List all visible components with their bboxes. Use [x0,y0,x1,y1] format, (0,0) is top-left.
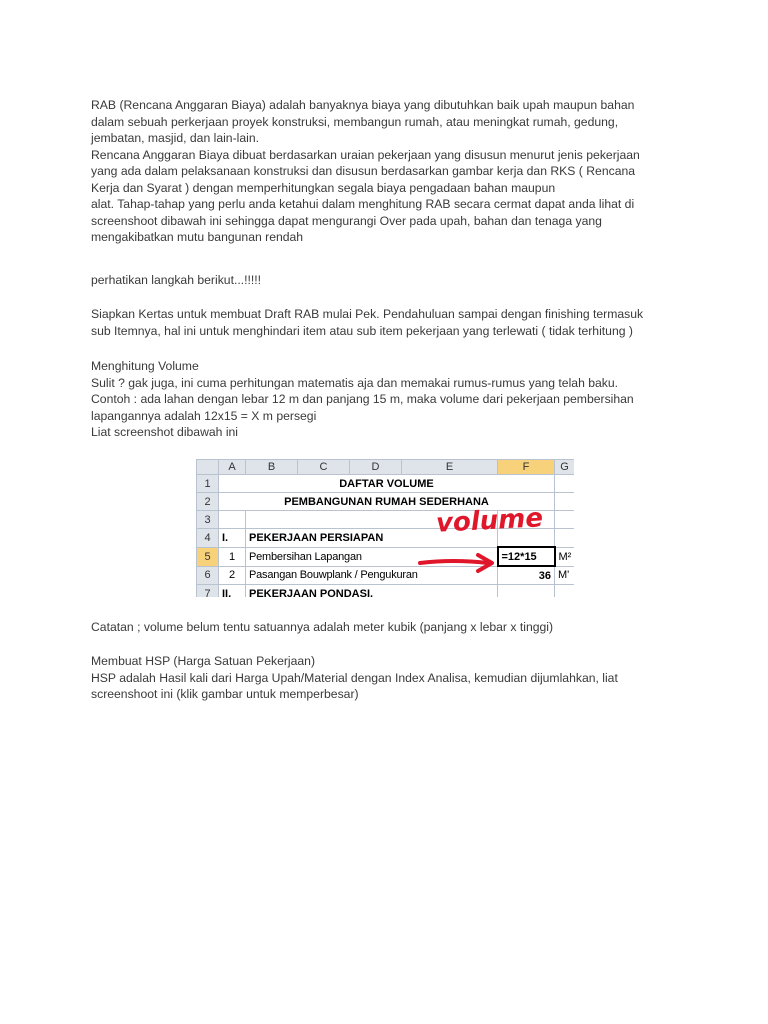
row-number: 6 [197,566,219,585]
sheet-subtitle: PEMBANGUNAN RUMAH SEDERHANA [219,493,555,511]
text-line: Kerja dan Syarat ) dengan memperhitungkan segala biaya pengadaan bahan maupun [91,180,556,195]
text-line: HSP adalah Hasil kali dari Harga Upah/Material dengan Index Analisa, kemudian dijumlahkan, liat [91,670,618,685]
section-heading: Menghitung Volume [91,359,199,373]
formula-cell: =12*15 [498,547,555,566]
text-line: Siapkan Kertas untuk membuat Draft RAB mulai Pek. Pendahuluan sampai dengan finishing termasuk [91,307,644,321]
text-line: dalam sebuah perkerjaan proyek konstruksi, membangun rumah, atau meningkat rumah, gedung, [91,114,619,129]
unit-cell: M² [555,547,575,566]
text-line: yang ada dalam pelaksanaan konstruksi dan disusun berdasarkan gambar kerja dan RKS ( Rencana [91,164,636,178]
item-description: PEKERJAAN PERSIAPAN [246,529,498,548]
text-line: mengakibatkan mutu bangunan rendah [91,230,304,244]
row-number-selected: 5 [197,547,219,566]
paragraph-volume [91,358,691,441]
text-line: RAB (Rencana Anggaran Biaya) adalah banyaknya biaya yang dibutuhkan baik upah maupun bahan [91,98,635,112]
column-header-selected: F [498,460,555,475]
item-description: PEKERJAAN PONDASI. [246,585,498,598]
text-line: Rencana Anggaran Biaya dibuat berdasarkan uraian pekerjaan yang disusun menurut jenis pekerjaan [91,147,640,162]
text-line: screenshoot dibawah ini sehingga dapat mengurangi Over pada upah, bahan dan tenaga yang [91,213,602,228]
row-number: 2 [197,493,219,511]
paragraph-draft [91,306,691,339]
column-header: B [246,460,298,475]
item-number: 1 [219,547,246,566]
sheet-title: DAFTAR VOLUME [219,475,555,493]
text-line: Contoh : ada lahan dengan lebar 12 m dan panjang 15 m, maka volume dari pekerjaan pembersihan [91,392,634,406]
arrow-icon [418,553,498,573]
item-description: Pembersihan Lapangan [246,547,498,566]
column-header: G [555,460,575,475]
section-heading: Membuat HSP (Harga Satuan Pekerjaan) [91,654,316,668]
text-line: Liat screenshot dibawah ini [91,425,239,439]
row-number: 3 [197,511,219,529]
paragraph-rab-intro [91,97,691,246]
row-number: 1 [197,475,219,493]
paragraph-hsp [91,653,691,703]
volume-cell: 36 [498,566,555,585]
text-line: screenshoot ini (klik gambar untuk memperbesar) [91,687,359,701]
unit-cell: M' [555,566,575,585]
paragraph-note [91,619,691,636]
column-header: A [219,460,246,475]
text-line: jembatan, masjid, dan lain-lain. [91,131,260,145]
text-line: alat. Tahap-tahap yang perlu anda ketahui dalam menghitung RAB secara cermat dapat anda lihat di [91,197,635,211]
corner-cell [197,460,219,475]
row-number: 7 [197,585,219,598]
column-header: D [350,460,402,475]
volume-annotation: volume [435,503,544,539]
item-number: I. [219,529,246,548]
item-number: II. [219,585,246,598]
text-line: Catatan ; volume belum tentu satuannya adalah meter kubik (panjang x lebar x tinggi) [91,620,554,634]
text-line: sub Itemnya, hal ini untuk menghindari item atau sub item pekerjaan yang terlewati ( tidak terhitung ) [91,323,633,338]
column-header: E [402,460,498,475]
text-line: perhatikan langkah berikut...!!!!! [91,273,262,287]
column-header: C [298,460,350,475]
text-line: Sulit ? gak juga, ini cuma perhitungan matematis aja dan memakai rumus-rumus yang telah baku. [91,375,619,390]
spreadsheet-screenshot [196,459,574,597]
row-number: 4 [197,529,219,548]
text-line: lapangannya adalah 12x15 = X m persegi [91,408,317,423]
item-description: Pasangan Bouwplank / Pengukuran [246,566,498,585]
item-number: 2 [219,566,246,585]
paragraph-steps [91,272,691,289]
